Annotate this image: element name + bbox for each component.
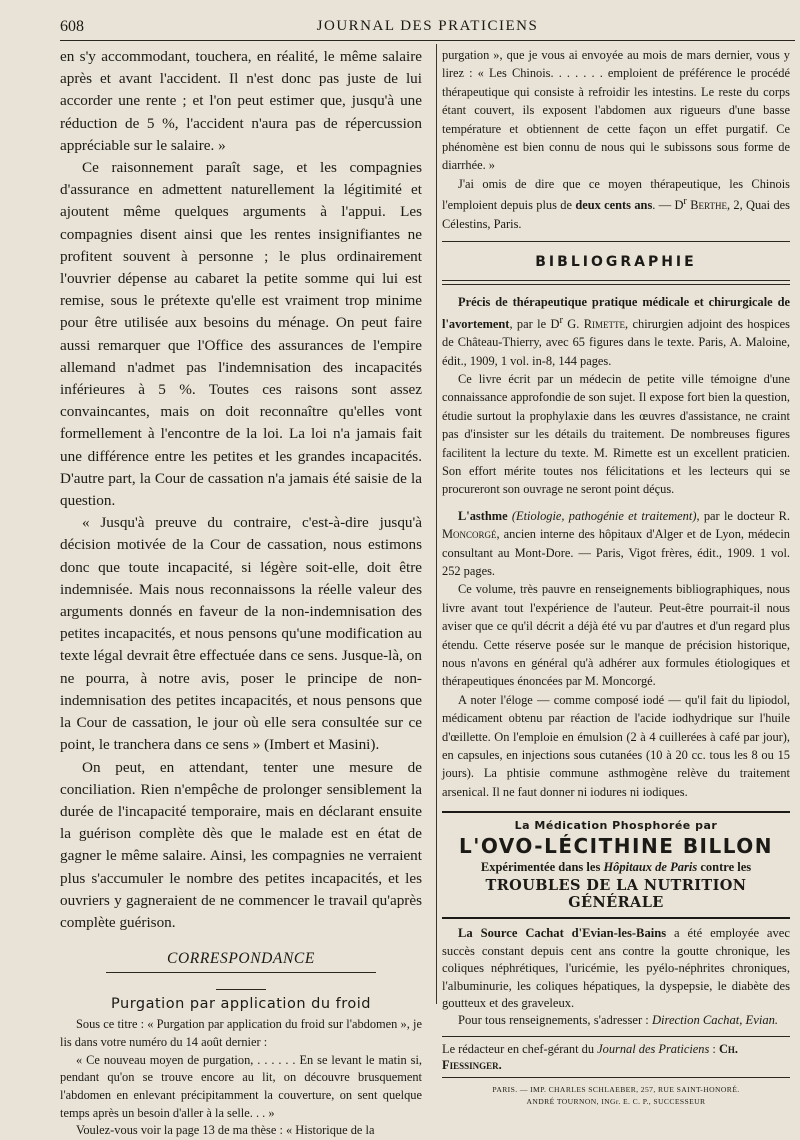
text-run: r (683, 196, 687, 208)
text-run: , par le docteur R. (696, 508, 790, 523)
text-run: Direction Cachat, Evian. (651, 1013, 779, 1028)
printer-line: PARIS. — IMP. CHARLES SCHLAEBER, 257, RUE SAINT-HONORÉ. (492, 1084, 740, 1094)
printer-line: ANDRÉ TOURNON, INGr. E. C. P., SUCCESSEUR (526, 1096, 706, 1106)
book-title: Précis de thérapeutique pratique médicale et chirurgicale de l'avortement (442, 295, 790, 331)
author-name: Moncorgé (442, 527, 497, 542)
ad-product-name: L'OVO-LÉCITHINE BILLON (458, 834, 774, 859)
text-run: Journal des Praticiens (597, 1041, 710, 1056)
text-run: r (559, 314, 563, 326)
text-run: contre les (697, 860, 752, 875)
text-run: G. (562, 316, 584, 331)
book-subtitle: (Etiologie, pathogénie et traitement) (511, 508, 697, 523)
text-run: , 2, Quai des Célestins, Paris. (442, 198, 790, 231)
paragraph: Ce raisonnement paraît sage, et les compagnies d'assurance en admettent naturellement la légitimité et ajoutent même quelques arguments à l'appui. Les compagnies disent ainsi que les rentes insignifiantes ne profitent souvent à personne ; le plus ordinairement l'ouvrier dépense au cabaret la petite somme qui lui est remise, sous le prétexte qu'elle est vraiment trop minime pour être utilisée aux besoins du ménage. On peut faire aussi remarquer que l'Office des assurances de l'empire allemand n'admet pas l'indemnisation des incapacités inférieures à 5 %. Toutes ces raisons sont assez convaincantes, mais on doit reconnaître qu'elles vont formellement à l'encontre de la loi. La loi n'a jamais fait une différence entre les petites et les grandes incapacités. D'autre part, la Cour de cassation n'a jamais été saisie de la question. (60, 159, 422, 510)
letter-paragraph: Sous ce titre : « Purgation par application du froid sur l'abdomen », je lis dans votre numéro du 14 août dernier : (60, 1017, 422, 1049)
paragraph: « Jusqu'à preuve du contraire, c'est-à-dire jusqu'à décision motivée de la Cour de cassation, nous estimons donc que toute incapacité, si légère soit-elle, doit être indemnisée. Mais nous reconnaissons la réelle valeur des arguments donnés en faveur de la non-indemnisation des petites incapacités, et nous pensons qu'une modification au texte légal devrait être effectuée dans ce sens. Jusque-là, on ne pourra, à notre avis, poser le principe de non-indemnisation des petites incapacités, et nous pensons que la Cour de cassation, le jour où elle sera consultée sur ce point, le tranchera dans ce sens » (Imbert et Masini). (60, 514, 422, 754)
text-run: Le rédacteur en chef-gérant du (442, 1041, 598, 1056)
editor-name: Ch. Fiessinger. (442, 1041, 739, 1072)
text-run: Hôpitaux de Paris (603, 860, 698, 875)
text-run: Pour tous renseignements, s'adresser : (458, 1013, 652, 1028)
bib-review-1: Ce livre écrit par un médecin de petite ville témoigne d'une connaissance approfondie de son sujet. Il expose fort bien la question, étudie surtout la prophylaxie dans les œuvres d'assistance, ne craint pas d'insister sur les détails du traitement. De nombreuses figures facilitent la lecture du texte. M. Rimette est un excellent praticien. Son effort mérite toutes nos félicitations et les lecteurs qui se procureront son ouvrage ne seront point déçus. (442, 371, 790, 497)
bibliography-section (442, 241, 790, 801)
letter-continuation: purgation », que je vous ai envoyée au mois de mars dernier, vous y lirez : « Les Chinois. . . . . . . emploient de préférence le procédé thérapeutique qui consiste à refroidir les intestins. Le reste du corps étant couvert, ils exposent l'abdomen aux rigueurs d'une basse température et obtiennent de cette façon un effet purgatif. Ce phénomène est bien connu de nous qui le subissons sous forme de diarrhée. » (442, 48, 790, 173)
text-run: , par le D (509, 316, 560, 331)
bibliography-title: BIBLIOGRAPHIE (535, 254, 697, 271)
page-number: 608 (60, 18, 84, 35)
book-title: L'asthme (458, 508, 508, 523)
emphasis-text: La Source Cachat d'Evian-les-Bains (458, 926, 667, 941)
printer-imprint (442, 1084, 790, 1108)
ad-rule (442, 917, 790, 919)
section-title: CORRESPONDANCE (167, 950, 315, 968)
cachat-paragraph (442, 925, 790, 1012)
text-run: J'ai omis de dire que ce moyen thérapeutique, les Chinois l'emploient depuis plus de (442, 176, 790, 213)
column-divider (436, 44, 437, 1004)
ad-line: TROUBLES DE LA NUTRITION GÉNÉRALE (485, 877, 747, 912)
ad-line (442, 860, 790, 875)
bib-entry-1 (442, 293, 790, 370)
paragraph: en s'y accommodant, touchera, en réalité, le même salaire après et avant l'accident. Il n'est donc pas juste de lui accorder une rente ; et l'on peut estimer que, jusqu'à une réduction de 5 %, l'accident n'aura pas de répercussion appréciable sur le salaire. » (60, 48, 422, 154)
bib-review-2: Ce volume, très pauvre en renseignements bibliographiques, nous livre avant tout l'expérience de l'auteur. Peut-être pourrait-il nous aviser que ce qu'il décrit a déjà été vu par d'autres et d'un regard plus étendu. Cette réserve posée sur le manque de précision historique, nous n'avons en général qu'à adhérer aux formules étiologiques et thérapeutiques énoncées par M. Moncorgé. (442, 582, 790, 689)
bib-review-2-cont: A noter l'éloge — comme composé iodé — qu'il fait du lipiodol, médicament obtenu par réaction de l'acide iodhydrique sur l'huile d'œillette. On l'emploie en émulsion (2 à 4 cuillerées à café par jour), en capsules, en injections sous cutanées (10 à 20 cc. tous les 8 ou 15 jours). La phtisie commune asthmogène relève du traitement arsenical. Il ne faut donner ni iodures ni iodiques. (442, 692, 790, 799)
left-column (60, 46, 422, 1140)
text-run: . — D (652, 198, 684, 213)
paragraph: On peut, en attendant, tenter une mesure de conciliation. Rien n'empêche de prolonger sensiblement la durée de l'incapacité temporaire, mais en déclarant ensuite la guérison complète dès que le malade est en état de gagner le même salaire. Ainsi, les compagnies ne verraient plus s'accumuler le nombre des petites incapacités, et les ouvriers y gagneraient de ne commencer le travail qu'après complète guérison. (60, 758, 422, 931)
journal-title: JOURNAL DES PRATICIENS (316, 18, 539, 34)
text-run: , ancien interne des hôpitaux d'Alger et de Lyon, médecin consultant au Mont-Dore. — Paris, Vigot frères, édit., 1909. 1 vol. 252 pages. (442, 527, 790, 578)
letter-paragraph: Voulez-vous voir la page 13 de ma thèse : « Historique de la (76, 1123, 375, 1138)
editor-line (442, 1036, 790, 1078)
section-rule (106, 972, 376, 973)
text-run: : (709, 1041, 719, 1056)
short-rule (216, 989, 266, 990)
text-run: , chirurgien adjoint des hospices de Château-Thierry, avec 65 figures dans le texte. Paris, A. Maloine, édit., 1909, 1 vol. in-8, 144 pages. (442, 316, 790, 368)
advertisement-ovo-lecithine (442, 811, 790, 919)
author-name: Berthe (690, 198, 727, 213)
ad-line: La Médication Phosphorée par (514, 819, 718, 833)
letter-paragraph: « Ce nouveau moyen de purgation, . . . . . . En se levant le matin si, pendant qu'on se trouve encore au lit, on découvre brusquement l'abdomen en enlevant précipitamment la couverture, on sent quelque temps après un besoin d'aller à la selle. . . » (60, 1052, 422, 1120)
right-column (442, 46, 790, 1108)
author-name: Rimette (583, 316, 625, 331)
emphasis-text: deux cents ans (575, 198, 653, 213)
text-run: Expérimentée dans les (480, 860, 604, 875)
cachat-contact (442, 1012, 790, 1029)
page-header (60, 16, 795, 41)
bibliography-rule (442, 280, 790, 285)
advertisement-cachat (442, 925, 790, 1029)
article-title: Purgation par application du froid (111, 996, 371, 1013)
bib-entry-2 (442, 507, 790, 581)
letter-signature-paragraph (442, 175, 790, 233)
text-run: a été employée avec succès constant depuis cent ans contre la goutte chronique, les coliques néphrétiques, l'uricémie, les pyélo-néphrites chroniques, l'albuminurie, les coliques hépatiques, la dyspepsie, le diabète des goutteux et des graveleux. (442, 926, 790, 1010)
editor-text (442, 1041, 790, 1073)
